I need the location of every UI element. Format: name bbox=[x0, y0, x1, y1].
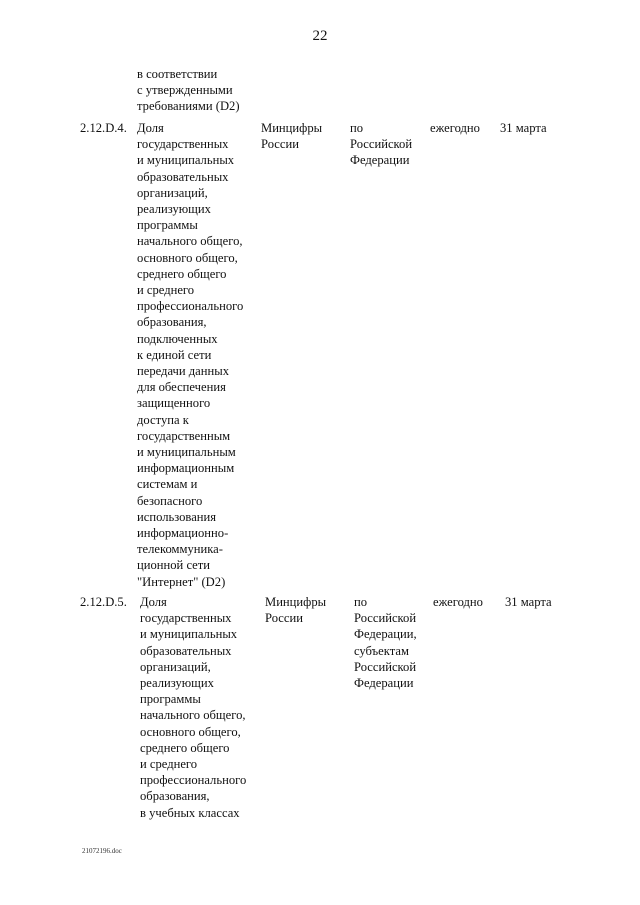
row-level: по Российской Федерации bbox=[350, 121, 413, 168]
row-responsible: Минцифры России bbox=[261, 121, 323, 152]
row-frequency: ежегодно bbox=[433, 595, 483, 609]
row-description: Доля государственных и муниципальных образовательных организаций, реализующих программы начального общего, основного общего, среднего общего и среднего профессионального образования, в учебных классах bbox=[140, 595, 247, 820]
row-level: по Российской Федерации, субъектам Российской Федерации bbox=[354, 595, 417, 691]
row-deadline: 31 марта bbox=[505, 595, 552, 609]
row-deadline: 31 марта bbox=[500, 121, 547, 135]
row-number: 2.12.D.5. bbox=[80, 595, 127, 609]
footer-filename: 21072196.doc bbox=[82, 847, 122, 855]
row-frequency: ежегодно bbox=[430, 121, 480, 135]
continuation-description: в соответствии с утвержденными требованиями (D2) bbox=[137, 67, 240, 114]
row-responsible: Минцифры России bbox=[265, 595, 327, 626]
row-number: 2.12.D.4. bbox=[80, 121, 127, 135]
page-number: 22 bbox=[312, 28, 328, 44]
row-description: Доля государственных и муниципальных образовательных организаций, реализующих программы начального общего, основного общего, среднего общего и среднего профессионального образования, подключенных к единой сети передачи данных для обеспечения защищенного доступа к государственным и муниципальным информационным системам и безопасного использования информационно- телекоммуника- ционной сети "Интернет" (D2) bbox=[137, 121, 244, 589]
